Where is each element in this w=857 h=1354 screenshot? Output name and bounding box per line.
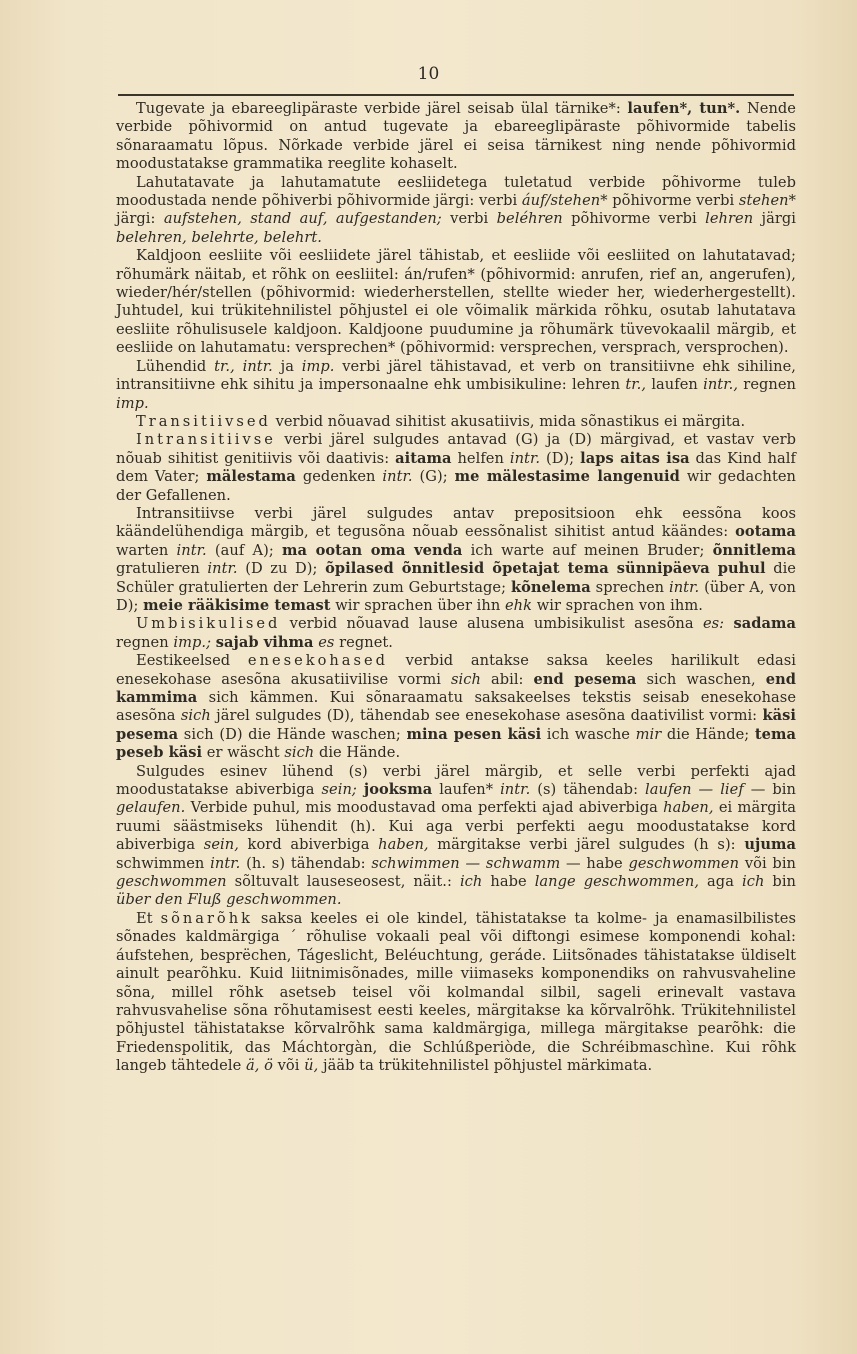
italic-term: intr. <box>207 560 238 578</box>
text-run: aga <box>699 873 742 891</box>
italic-term: intr. <box>176 541 207 559</box>
text-run: regnet. <box>334 633 394 651</box>
spaced-term: Intransitiivse <box>136 431 276 449</box>
text-run: wir gedachten der Gefallenen. <box>116 468 796 504</box>
italic-term: gelaufen. <box>116 799 186 817</box>
italic-term: stehen <box>738 192 789 210</box>
italic-term: intr. <box>210 854 241 872</box>
text-run: (auf A); <box>206 541 282 559</box>
text-run: laufen* <box>432 781 501 799</box>
italic-term: intr. <box>382 468 413 486</box>
text-run: verbi järel sulgudes antavad (G) ja (D) märgivad, et vastav verb nõuab sihitist genitiivis või daativis: <box>116 431 796 467</box>
italic-term: sich <box>180 707 211 725</box>
text-run: ich wasche <box>541 725 636 743</box>
text-run: die Schüler gratulierten der Lehrerin zum Geburtstage; <box>116 560 796 596</box>
paragraph-intransitive <box>116 431 796 505</box>
italic-term: sich <box>284 744 315 762</box>
text-run: abil: <box>480 670 534 688</box>
bold-term: me mälestasime langenuid <box>454 468 680 486</box>
bold-term: õpilased õnnitlesid õpetajat tema sünnipäeva puhul <box>325 560 766 578</box>
italic-term: sich <box>451 670 481 688</box>
text-run: verbid antakse saksa keeles harilikult edasi enesekohase asesõna akusatiivilise vormi <box>116 652 797 688</box>
text-run: Kaldjoon eesliite või eesliidete järel tähistab, et eesliide või eesliited on lahutatavad; rõhumärk näitab, et rõhk on eesliitel: án/rufen* (põhivormid: anrufen, rief an, angerufen), wieder/hér/stellen (põhivormid: wiederherstellen, stellte wieder her, wiederhergestellt). Juhtudel, kui trükitehnilistel põhjustel ei ole võimalik märkida rõhku, osutab lahutatava eesliite rõhulisusele kaldjoon. Kaldjoone puudumine ja rõhumärk tüvevokaalil märgib, et eesliide on lahutamatu: versprechen* (põhivormid: versprechen, versprach, versprochen). <box>116 247 796 357</box>
spaced-term: Transitiivsed <box>136 412 271 430</box>
text-run: Intransitiivse verbi järel sulgudes antav prepositsioon ehk eessõna koos käändelühendiga märgib, et tegusõna nõuab eessõnalist sihitist antud käändes: <box>116 504 796 541</box>
text-run: wir sprachen von ihm. <box>532 596 703 614</box>
text-run: sich kämmen. Kui sõnaraamatu saksakeelses tekstis seisab enesekohase asesõna <box>116 689 796 725</box>
bold-term: laufen*, tun*. <box>627 100 741 117</box>
italic-term: áuf/stehen <box>521 192 601 210</box>
text-run: kord abiverbiga <box>238 836 379 854</box>
paragraph-perfect-tense <box>116 763 796 910</box>
text-run: Verbide puhul, mis moodustavad oma perfekti ajad abiverbiga <box>185 799 664 817</box>
paragraph-slash-stress <box>116 247 796 357</box>
bold-term: ootama <box>735 523 796 541</box>
italic-term: intr. <box>509 449 541 467</box>
italic-term: tr., <box>625 376 647 394</box>
italic-term: ich <box>459 873 483 891</box>
text-run: laufen <box>646 376 704 394</box>
text-run: wir sprachen über ihn <box>330 596 505 614</box>
italic-term: mir <box>635 725 662 743</box>
text-run: sich (D) die Hände waschen; <box>178 725 407 743</box>
italic-term: imp. <box>301 357 335 375</box>
bold-term: meie rääkisime temast <box>143 596 331 614</box>
text-run: warten <box>116 541 177 559</box>
italic-term: geschwommen <box>116 873 227 891</box>
italic-term: sein, <box>203 836 239 854</box>
paragraph-impersonal <box>116 615 796 652</box>
italic-term: ich <box>742 873 765 891</box>
text-run: verbi järel tähistavad, et verb on transitiivne ehk sihiline, intransitiivne ehk sihitu ja impersonaalne ehk umbisikuline: lehren <box>116 357 796 394</box>
italic-term: über den Fluß geschwommen. <box>116 891 342 909</box>
text-run: Lühendid <box>136 357 215 375</box>
bold-term: ma ootan oma venda <box>281 541 463 559</box>
bold-term: kõnelema <box>510 578 591 596</box>
bold-term: õnnitlema <box>712 541 797 559</box>
spaced-term: Umbisikulised <box>136 615 281 633</box>
text-run: gedenken <box>295 468 383 486</box>
italic-term: belehren, belehrte, belehrt. <box>116 228 322 246</box>
text-run: (D zu D); <box>237 560 326 578</box>
bold-term: aitama <box>395 449 452 467</box>
text-run: er wäscht <box>202 744 285 762</box>
italic-term: haben, <box>378 836 429 854</box>
text-run: regnen <box>738 376 796 394</box>
text-run: või <box>272 1057 305 1075</box>
text-run: die Hände. <box>314 744 401 762</box>
bold-term: end kammima <box>116 670 796 706</box>
text-run: (über A, von D); <box>116 578 796 614</box>
spaced-term: enesekohased <box>247 652 388 670</box>
italic-term: geschwommen <box>628 854 740 872</box>
text-run: sõltuvalt lauseseosest, näit.: <box>226 873 460 891</box>
text-run: Lahutatavate ja lahutamatute eesliidetega tuletatud verbide põhivorme tuleb moodustada nende põhiverbi põhivormide järgi: verbi <box>116 173 796 210</box>
text-run: (h. s) tähendab: <box>240 854 372 872</box>
paragraph-word-stress <box>116 910 796 1076</box>
italic-term: es <box>318 633 335 651</box>
italic-term: laufen — lief <box>645 781 744 799</box>
italic-term: haben, <box>663 799 714 817</box>
italic-term: intr. <box>500 781 531 799</box>
text-run: das Kind half dem Vater; <box>116 449 796 486</box>
text-run: verbid nõuavad lause alusena umbisikulist asesõna <box>280 615 703 633</box>
bold-term: käsi pesema <box>116 707 796 743</box>
text-run: habe <box>482 873 535 891</box>
paragraph-prefix-verbs <box>116 174 796 248</box>
text-run: (G); <box>412 468 455 486</box>
text-run: saksa keeles ei ole kindel, tähistatakse ta kolme- ja enamasilbilistes sõnades kaldmärgiga ´ rõhulise vokaali peal või diftongi esimese komponendi kohal: áufstehen, besprёchen, Tágeslicht, Beléuchtung, geráde. Liitsõnades tähistatakse üldiselt ainult pearõhku. Kuid liitnimisõnades, mille viimaseks komponendiks on rahvusvaheline sõna, millel rõhk asetseb teisel või kolmandal silbil, sageli erinevalt vastava rahvusvahelise sõna rõhutamisest eesti keeles, märgitakse ka kõrvalrõhk. Trükitehnilistel põhjustel tähistatakse kõrvalrõhk sama kaldmärgiga, millega märgitakse pearõhk: die Friedenspolitik, das Máchtorgàn, die Schlúßperiòde, die Schréibmaschìne. Kui rõhk langeb tähtedele <box>116 909 796 1075</box>
text-run: — habe <box>560 854 629 872</box>
bold-term: sajab vihma <box>215 633 314 651</box>
text-run: Sulgudes esinev lühend (s) verbi järel märgib, et selle verbi perfekti ajad moodustatakse abiverbiga <box>116 762 796 799</box>
text-run: * põhivorme verbi <box>600 192 739 210</box>
italic-term: lange geschwommen, <box>534 873 700 891</box>
text-run: sprechen <box>590 578 670 596</box>
italic-term: intr., <box>703 376 739 394</box>
paragraph-abbreviations <box>116 358 796 413</box>
text-run: Tugevate ja ebareeglipäraste verbide järel seisab ülal tärnike*: <box>136 100 628 117</box>
bold-term: mina pesen käsi <box>406 725 542 743</box>
italic-term: lehren <box>705 210 754 228</box>
text-run: regnen <box>116 633 174 651</box>
text-run: bin <box>764 873 796 891</box>
text-run: ich warte auf meinen Bruder; <box>462 541 713 559</box>
text-run: Eestikeelsed <box>136 652 248 670</box>
italic-term: intr. <box>669 578 700 596</box>
text-run: või bin <box>739 854 796 872</box>
bold-term: jooksma <box>363 781 433 799</box>
paragraph-reflexive <box>116 652 796 762</box>
text-run: märgitakse verbi järel sulgudes (h s): <box>428 836 745 854</box>
bold-term: sadama <box>733 615 796 633</box>
paragraph-transitive <box>116 413 796 431</box>
italic-term: aufstehen, stand auf, aufgestanden; <box>163 210 442 228</box>
text-run: (D); <box>540 449 581 467</box>
text-run: * järgi: <box>116 192 796 228</box>
page-number: 10 <box>417 64 440 84</box>
italic-term: beléhren <box>496 210 563 228</box>
text-run: schwimmen <box>116 854 211 872</box>
text-run: Nende verbide põhivormid on antud tugevate ja ebareeglipäraste põhivormide tabelis sõnaraamatu lõpus. Nõrkade verbide järel ei seisa tärnikest ning nende põhivormid moodustatakse grammatika reeglite kohaselt. <box>116 100 796 173</box>
italic-term: ä, ö <box>245 1057 273 1075</box>
text-body <box>116 100 796 1076</box>
bold-term: tema peseb käsi <box>116 725 796 762</box>
italic-term: ü, <box>304 1057 319 1075</box>
bold-term: end pesema <box>533 670 637 688</box>
text-run: jääb ta trükitehnilistel põhjustel märkimata. <box>318 1057 653 1075</box>
header-rule <box>118 94 794 96</box>
italic-term: es: <box>702 615 725 633</box>
text-run: põhivorme verbi <box>562 210 706 228</box>
bold-term: mälestama <box>206 468 296 486</box>
bold-term: laps aitas isa <box>580 449 690 467</box>
paragraph-verb-asterisk <box>116 100 796 174</box>
text-run: verbid nõuavad sihitist akusatiivis, mida sõnastikus ei märgita. <box>270 412 746 430</box>
bold-term: ujuma <box>744 836 796 854</box>
text-run: die Hände; <box>661 725 755 743</box>
text-run: ja <box>272 357 302 375</box>
italic-term: imp. <box>116 394 149 412</box>
italic-term: tr., intr. <box>214 357 273 375</box>
text-run: verbi <box>441 210 497 228</box>
italic-term: schwimmen — schwamm <box>371 854 561 872</box>
spaced-term: sõnarõhk <box>160 909 253 927</box>
text-run: järel sulgudes (D), tähendab see enesekohase asesõna daativilist vormi: <box>210 707 763 725</box>
text-run: (s) tähendab: <box>530 781 646 799</box>
text-run: gratulieren <box>116 560 208 578</box>
text-run <box>357 781 364 798</box>
text-run: — bin <box>743 781 796 799</box>
text-run: sich waschen, <box>636 670 766 688</box>
italic-term: imp.; <box>173 633 212 651</box>
italic-term: ehk <box>504 596 533 614</box>
text-run: helfen <box>451 449 510 467</box>
italic-term: sein; <box>321 781 357 799</box>
text-run: järgi <box>753 210 796 228</box>
paragraph-prepositions <box>116 505 796 615</box>
text-run: ei märgita ruumi säästmiseks lühendit (h). Kui aga verbi perfekti aegu moodustatakse kord abiverbiga <box>116 799 796 854</box>
text-run: Et <box>136 909 161 927</box>
